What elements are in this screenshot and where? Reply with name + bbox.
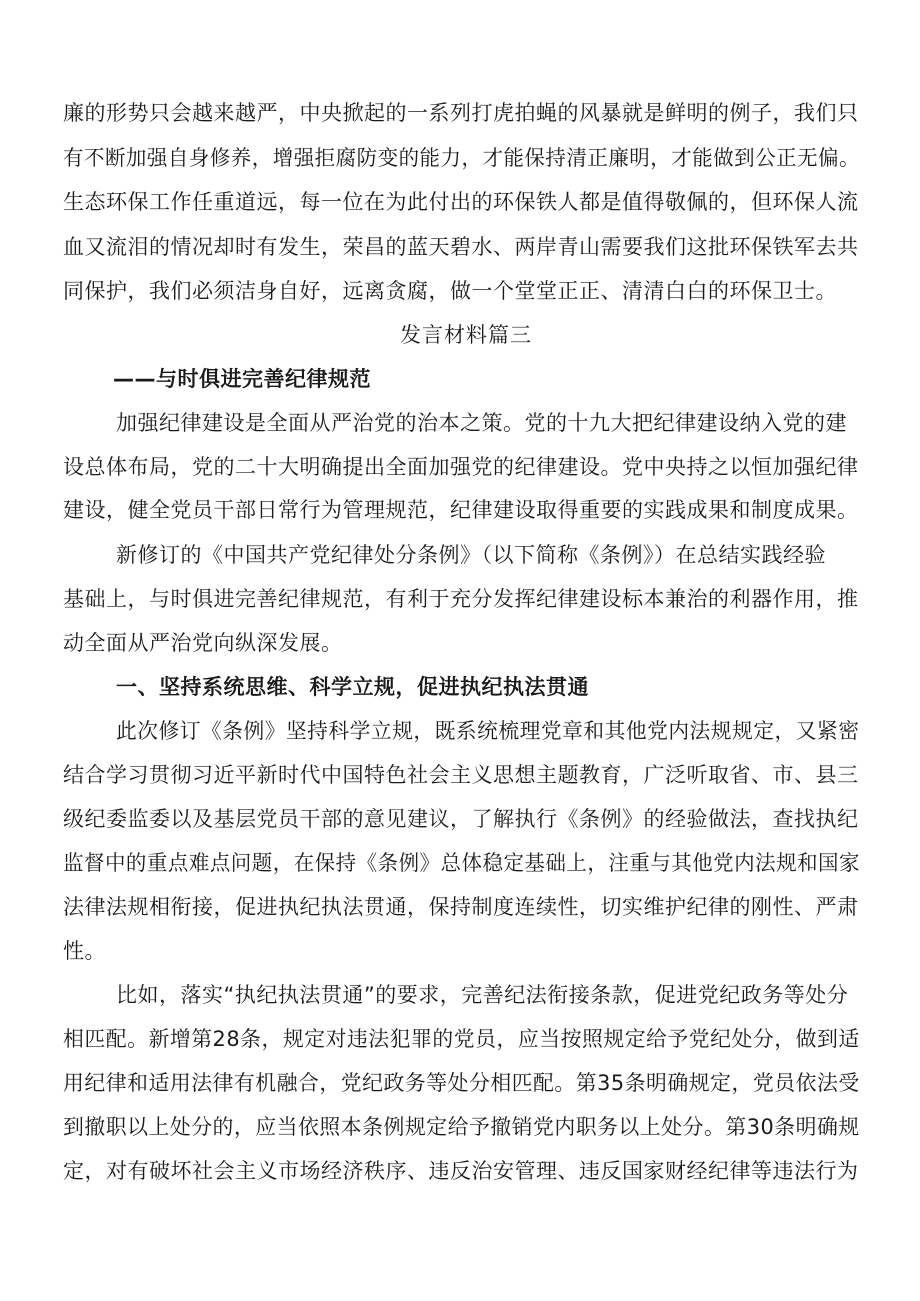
body-text-line: 法律法规相衔接，促进执纪执法贯通，保持制度连续性，切实维护纪律的刚性、严肃 [63, 895, 859, 919]
body-text-line: 有不断加强自身修养，增强拒腐防变的能力，才能保持清正廉明，才能做到公正无偏。 [63, 146, 860, 170]
body-text-line: 基础上，与时俱进完善纪律规范，有利于充分发挥纪律建设标本兼治的利器作用，推 [63, 587, 859, 611]
body-text-line: 性。 [63, 939, 106, 963]
body-text-line: 监督中的重点难点问题，在保持《条例》总体稳定基础上，注重与其他党内法规和国家 [63, 851, 860, 875]
subtitle: ——与时俱进完善纪律规范 [113, 367, 371, 391]
body-text-line: 血又流泪的情况却时有发生，荣昌的蓝天碧水、两岸青山需要我们这批环保铁军去共 [63, 235, 859, 259]
body-text-line: 廉的形势只会越来越严，中央掀起的一系列打虎拍蝇的风暴就是鲜明的例子，我们只 [63, 101, 859, 125]
body-text-line: 级纪委监委以及基层党员干部的意见建议，了解执行《条例》的经验做法，查找执纪 [63, 807, 859, 831]
body-text-line: 定，对有破坏社会主义市场经济秩序、违反治安管理、违反国家财经纪律等违法行为 [63, 1159, 859, 1183]
body-text-line: 结合学习贯彻习近平新时代中国特色社会主义思想主题教育，广泛听取省、市、县三 [63, 763, 859, 787]
section-title: 发言材料篇三 [400, 323, 532, 347]
body-text-line: 建设，健全党员干部日常行为管理规范，纪律建设取得重要的实践成果和制度成果。 [63, 498, 859, 522]
body-text-line: 设总体布局，党的二十大明确提出全面加强党的纪律建设。党中央持之以恒加强纪律 [63, 455, 859, 479]
body-text-line: 生态环保工作任重道远，每一位在为此付出的环保铁人都是值得敬佩的，但环保人流 [63, 190, 859, 214]
body-text-line: 相匹配。新增第28条，规定对违法犯罪的党员，应当按照规定给予党纪处分，做到适 [63, 1027, 860, 1051]
body-text-line: 动全面从严治党向纵深发展。 [63, 631, 343, 655]
body-text-line: 加强纪律建设是全面从严治党的治本之策。党的十九大把纪律建设纳入党的建 [116, 411, 847, 435]
body-text-line: 用纪律和适用法律有机融合，党纪政务等处分相匹配。第35条明确规定，党员依法受 [63, 1071, 860, 1095]
body-text-line: 同保护，我们必须洁身自好，远离贪腐，做一个堂堂正正、清清白白的环保卫士。 [63, 279, 837, 303]
body-text-line: 此次修订《条例》坚持科学立规，既系统梳理党章和其他党内法规规定，又紧密 [116, 719, 860, 743]
body-text-line: 比如，落实“执纪执法贯通”的要求，完善纪法衔接条款，促进党纪政务等处分 [116, 983, 849, 1007]
body-text-line: 到撤职以上处分的，应当依照本条例规定给予撤销党内职务以上处分。第30条明确规 [63, 1115, 860, 1139]
heading-1: 一、坚持系统思维、科学立规，促进执纪执法贯通 [116, 675, 589, 699]
body-text-line: 新修订的《中国共产党纪律处分条例》（以下简称《条例》）在总结实践经验 [116, 543, 826, 567]
